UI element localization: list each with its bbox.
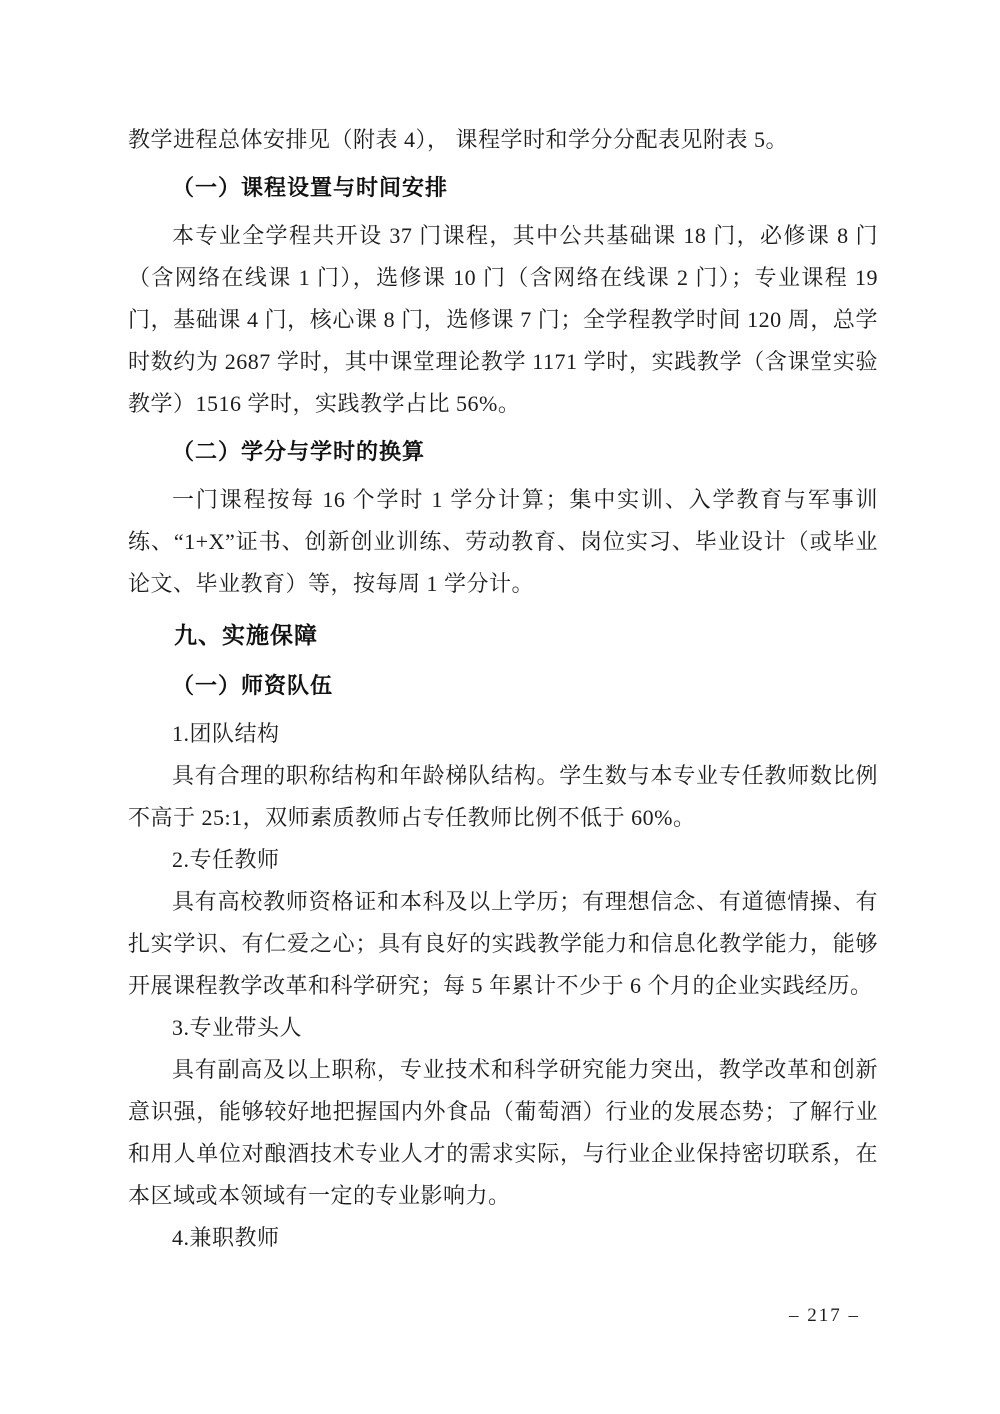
paragraph-continuation: 教学进程总体安排见（附表 4）， 课程学时和学分分配表见附表 5。: [128, 127, 789, 152]
subheading-parttime-teachers: 4.兼职教师: [172, 1225, 280, 1250]
page-number: – 217 –: [789, 1305, 860, 1326]
paragraph-program-leader: 具有副高及以上职称，专业技术和科学研究能力突出，教学改革和创新意识强，能够较好地把握国内外食品（葡萄酒）行业的发展态势；了解行业和用人单位对酿酒技术专业人才的需求实际，与行业企业保持密切联系，在本区域或本领域有一定的专业影响力。: [128, 1057, 878, 1208]
paragraph-team-structure: 具有合理的职称结构和年龄梯队结构。学生数与本专业专任教师数比例不高于 25:1，双师素质教师占专任教师比例不低于 60%。: [128, 763, 878, 830]
subheading-program-leader: 3.专业带头人: [172, 1015, 303, 1040]
paragraph-credit-conversion: 一门课程按每 16 个学时 1 学分计算；集中实训、入学教育与军事训练、“1+X”证书、创新创业训练、劳动教育、岗位实习、毕业设计（或毕业论文、毕业教育）等，按每周 1 学分计。: [128, 487, 878, 596]
chapter-heading-implementation-guarantee: 九、实施保障: [174, 622, 318, 648]
subheading-team-structure: 1.团队结构: [172, 721, 280, 746]
paragraph-fulltime-teachers: 具有高校教师资格证和本科及以上学历；有理想信念、有道德情操、有扎实学识、有仁爱之心；具有良好的实践教学能力和信息化教学能力，能够开展课程教学改革和科学研究；每 5 年累计不少于 6 个月的企业实践经历。: [128, 889, 878, 998]
document-body: [128, 119, 878, 1259]
section-heading-credit-conversion: （二）学分与学时的换算: [172, 439, 426, 464]
section-heading-faculty-team: （一）师资队伍: [172, 673, 334, 698]
paragraph-course-overview: 本专业全学程共开设 37 门课程，其中公共基础课 18 门，必修课 8 门（含网络在线课 1 门），选修课 10 门（含网络在线课 2 门）；专业课程 19 门，基础课 4 门，核心课 8 门，选修课 7 门；全学程教学时间 120 周，总学时数约为 2687 学时，其中课堂理论教学 1171 学时，实践教学（含课堂实验教学）1516 学时，实践教学占比 56%。: [128, 223, 878, 416]
subheading-fulltime-teachers: 2.专任教师: [172, 847, 280, 872]
section-heading-course-setup: （一）课程设置与时间安排: [172, 175, 449, 200]
